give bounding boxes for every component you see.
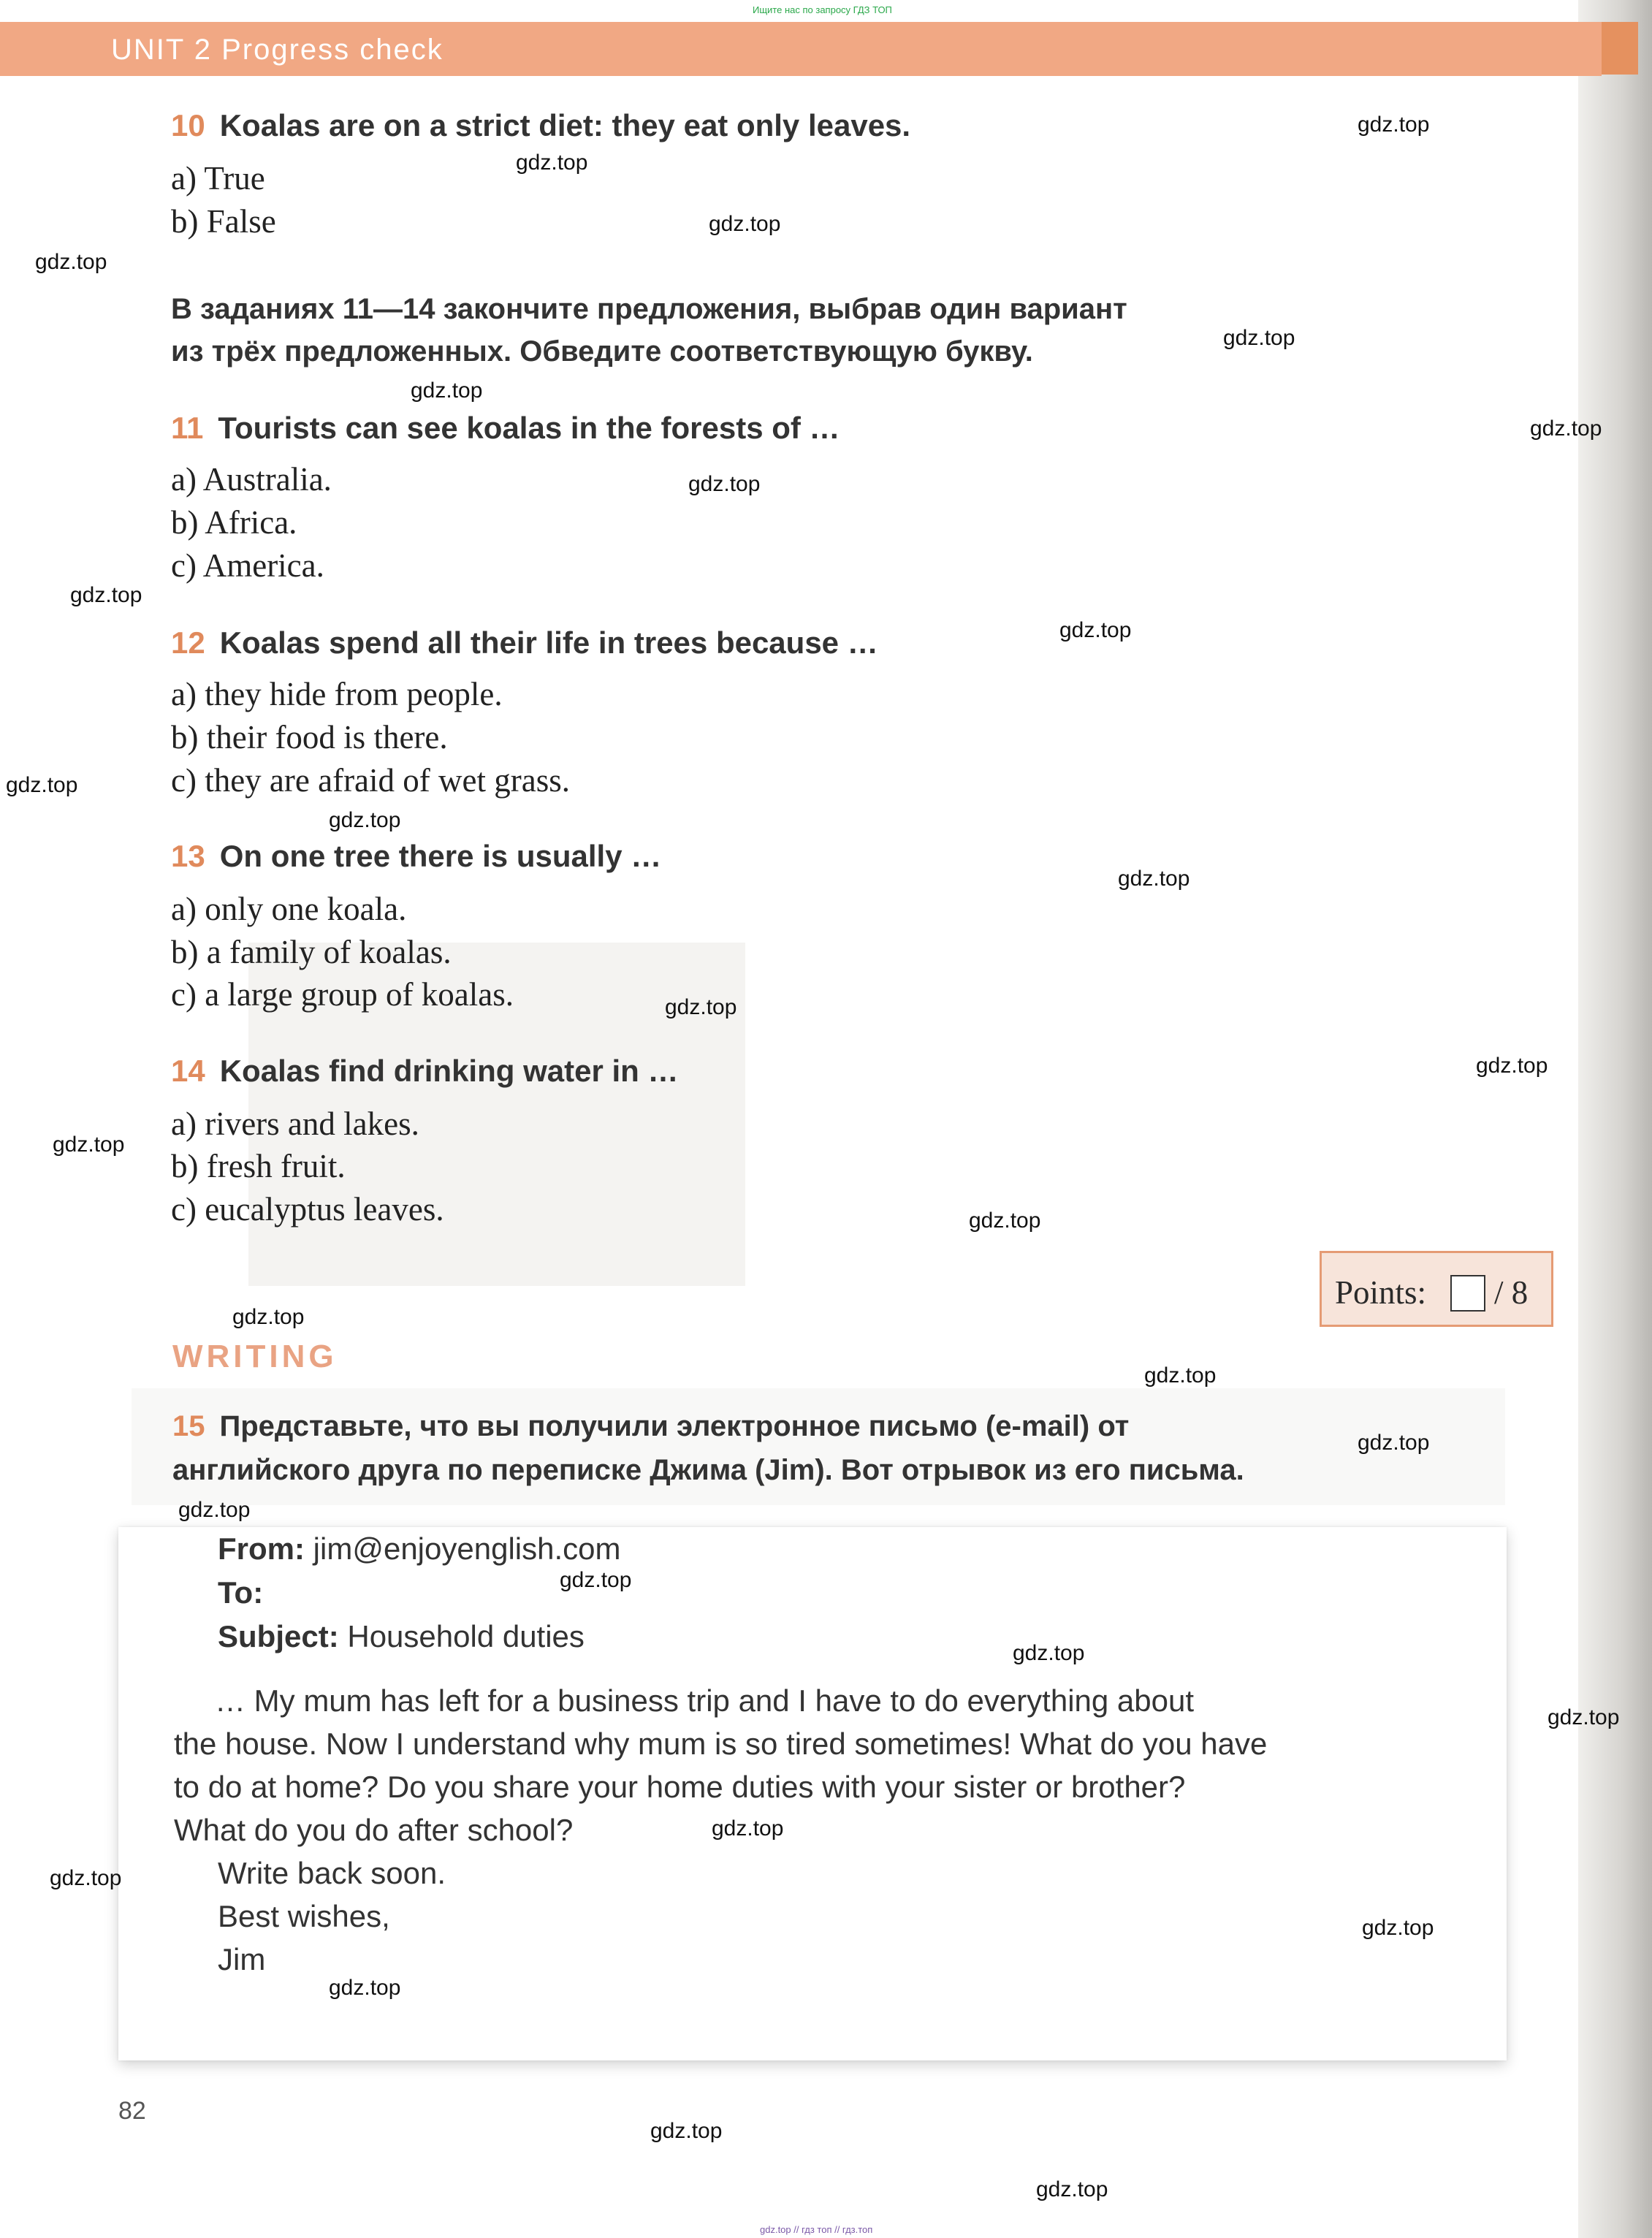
watermark: gdz.top [329, 1976, 401, 2000]
watermark: gdz.top [35, 250, 107, 274]
instruction-line-1: В заданиях 11—14 закончите предложения, выбрав один вариант [171, 293, 1127, 325]
watermark: gdz.top [650, 2119, 723, 2143]
unit-title: UNIT 2 Progress check [111, 34, 444, 66]
unit-header [0, 22, 1602, 76]
watermark: gdz.top [50, 1866, 122, 1890]
bottom-note: gdz.top // гдз топ // гдз.топ [760, 2224, 873, 2235]
watermark: gdz.top [1118, 867, 1190, 891]
question-text: Tourists can see koalas in the forests of … [218, 411, 840, 445]
question-text: Koalas find drinking water in … [219, 1054, 679, 1088]
watermark: gdz.top [6, 773, 78, 797]
option-14b[interactable]: b) fresh fruit. [171, 1148, 346, 1184]
watermark: gdz.top [1358, 1431, 1430, 1455]
watermark: gdz.top [1036, 2177, 1108, 2201]
email-body-line: What do you do after school? [174, 1813, 574, 1847]
option-11a[interactable]: a) Australia. [171, 461, 332, 498]
email-body-line: to do at home? Do you share your home duties with your sister or brother? [174, 1770, 1186, 1804]
option-10b[interactable]: b) False [171, 203, 276, 240]
option-13a[interactable]: a) only one koala. [171, 891, 407, 927]
task-number: 15 [172, 1410, 205, 1442]
points-input-box[interactable] [1450, 1275, 1485, 1312]
option-13b[interactable]: b) a family of koalas. [171, 934, 452, 970]
instruction-line-2: из трёх предложенных. Обведите соответствующую букву. [171, 335, 1033, 368]
email-closing-line: Best wishes, [218, 1899, 390, 1933]
page-gutter-shadow [1578, 0, 1652, 2238]
header-tab-edge [1602, 22, 1638, 75]
email-from [218, 1531, 620, 1567]
question-12 [171, 625, 878, 661]
watermark: gdz.top [1013, 1641, 1085, 1665]
question-text: On one tree there is usually … [219, 839, 662, 873]
watermark: gdz.top [232, 1305, 305, 1329]
question-number: 11 [171, 411, 204, 445]
watermark: gdz.top [709, 212, 781, 236]
watermark: gdz.top [665, 995, 737, 1019]
from-label: From: [218, 1531, 305, 1566]
points-label: Points: [1335, 1274, 1427, 1311]
from-value: jim@enjoyenglish.com [313, 1531, 621, 1566]
page-number: 82 [118, 2097, 146, 2125]
email-closing-line: Jim [218, 1942, 266, 1976]
watermark: gdz.top [1476, 1054, 1548, 1078]
watermark: gdz.top [688, 472, 761, 496]
writing-heading: WRITING [172, 1339, 338, 1374]
email-subject [218, 1619, 585, 1654]
watermark: gdz.top [53, 1133, 125, 1157]
option-13c[interactable]: c) a large group of koalas. [171, 976, 514, 1013]
watermark: gdz.top [178, 1498, 251, 1522]
watermark: gdz.top [1362, 1916, 1434, 1940]
subject-label: Subject: [218, 1619, 339, 1653]
option-14c[interactable]: c) eucalyptus leaves. [171, 1191, 444, 1228]
task-15-line-1: Представьте, что вы получили электронное письмо (e-mail) от [219, 1410, 1130, 1442]
question-number: 12 [171, 625, 205, 660]
question-11 [171, 411, 840, 446]
instruction-11-14 [171, 288, 1340, 373]
question-13 [171, 839, 661, 874]
top-note: Ищите нас по запросу ГДЗ ТОП [753, 4, 892, 15]
question-text: Koalas are on a strict diet: they eat only leaves. [219, 108, 911, 142]
watermark: gdz.top [969, 1209, 1041, 1233]
watermark: gdz.top [560, 1568, 632, 1592]
option-14a[interactable]: a) rivers and lakes. [171, 1105, 419, 1142]
points-box [1320, 1251, 1553, 1327]
email-body-line: … My mum has left for a business trip and I have to do everything about [215, 1683, 1195, 1718]
watermark: gdz.top [70, 583, 142, 607]
question-number: 14 [171, 1054, 205, 1088]
email-closing-line: Write back soon. [218, 1856, 446, 1890]
email-body [174, 1679, 1445, 1981]
watermark: gdz.top [1358, 113, 1430, 137]
watermark: gdz.top [1144, 1363, 1217, 1388]
watermark: gdz.top [1530, 416, 1602, 441]
option-10a[interactable]: a) True [171, 160, 265, 197]
question-number: 13 [171, 839, 205, 873]
question-text: Koalas spend all their life in trees because … [219, 625, 878, 660]
question-10 [171, 108, 910, 143]
to-label: To: [218, 1575, 264, 1610]
watermark: gdz.top [411, 378, 483, 403]
watermark: gdz.top [1223, 326, 1295, 350]
option-12a[interactable]: a) they hide from people. [171, 676, 503, 712]
email-to [218, 1575, 263, 1610]
watermark: gdz.top [712, 1816, 784, 1841]
option-11b[interactable]: b) Africa. [171, 504, 297, 541]
option-11c[interactable]: c) America. [171, 547, 324, 584]
watermark: gdz.top [329, 808, 401, 832]
watermark: gdz.top [516, 151, 588, 175]
question-14 [171, 1054, 678, 1089]
bleed-through-shading [132, 1388, 1505, 1505]
subject-value: Household duties [347, 1619, 585, 1653]
question-number: 10 [171, 108, 205, 142]
option-12b[interactable]: b) their food is there. [171, 719, 448, 755]
task-15-line-2: английского друга по переписке Джима (Jim). Вот отрывок из его письма. [172, 1454, 1244, 1486]
points-total: / 8 [1494, 1274, 1529, 1311]
watermark: gdz.top [1548, 1705, 1620, 1729]
task-15 [172, 1410, 1129, 1443]
email-body-line: the house. Now I understand why mum is so tired sometimes! What do you have [174, 1727, 1268, 1761]
option-12c[interactable]: c) they are afraid of wet grass. [171, 762, 570, 799]
watermark: gdz.top [1059, 618, 1132, 642]
